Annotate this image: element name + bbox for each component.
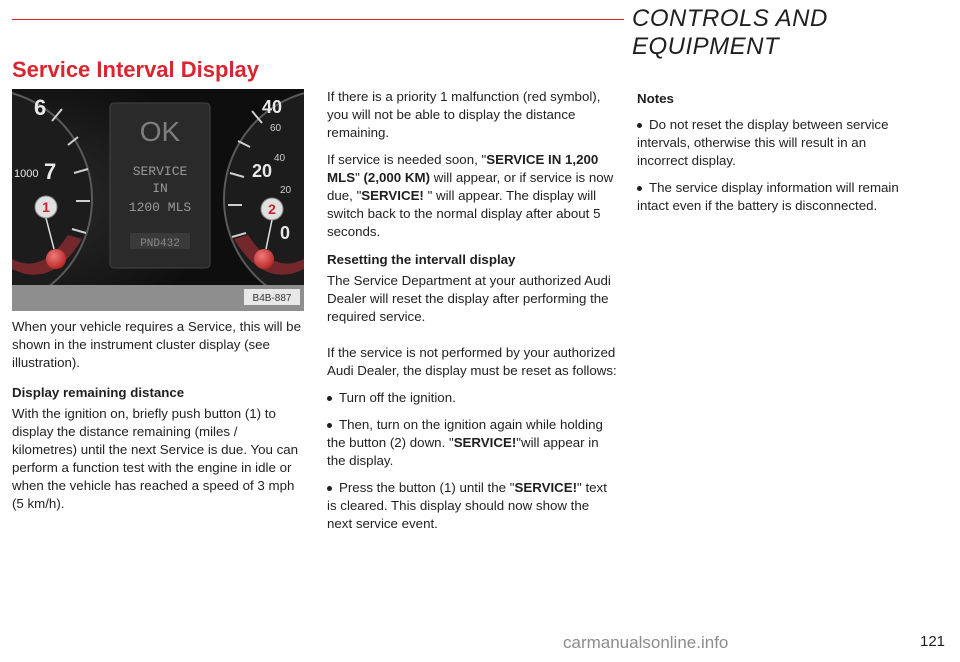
bullet-ignition-on	[327, 416, 617, 470]
instrument-cluster-photo	[12, 89, 304, 311]
subheading-resetting: Resetting the intervall display	[327, 252, 516, 267]
reset-button-2	[254, 249, 274, 269]
gauge-label-20: 20	[252, 161, 273, 181]
gauge-label-40: 40	[262, 97, 283, 117]
text-span-bold: (2,000 KM)	[363, 170, 431, 185]
intro-paragraph: When your vehicle requires a Service, this will be shown in the instrument cluster display (see illustration).	[12, 319, 301, 370]
display-line-1: SERVICE	[132, 164, 188, 179]
gauge-label-60: 60	[270, 123, 282, 134]
note-do-not-reset	[637, 116, 912, 170]
text-span-bold: SERVICE IN 1,200 MLS	[327, 152, 599, 185]
text-span: Turn off the ignition.	[339, 390, 456, 405]
text-span: will appear, or if service is now due, "	[327, 170, 614, 203]
column-3	[637, 90, 912, 215]
column-2	[327, 88, 617, 533]
display-line-4: PND432	[140, 238, 180, 250]
display-ok-text: OK	[139, 116, 181, 147]
section-header: CONTROLS AND EQUIPMENT	[632, 5, 828, 60]
text-span-bold: SERVICE!	[453, 435, 517, 450]
dealer-reset-paragraph: The Service Department at your authorized Audi Dealer will reset the display after performing the required service.	[327, 273, 611, 324]
text-span-bold: SERVICE!	[514, 480, 578, 495]
text-span: The service display information will remain intact even if the battery is disconnected.	[637, 180, 899, 213]
gauge-label-40b: 40	[274, 153, 286, 164]
text-span: Press the button (1) until the "	[339, 480, 515, 495]
header-rule	[12, 19, 624, 20]
column-1	[12, 318, 304, 513]
instrument-cluster-illustration	[12, 89, 304, 311]
bullet-icon	[327, 396, 332, 401]
text-span: If service is needed soon, "	[327, 152, 487, 167]
page-number: 121	[920, 633, 946, 650]
callout-1-label: 1	[42, 199, 50, 215]
bullet-press-button	[327, 479, 617, 533]
tach-label-1000: 1000	[14, 168, 39, 180]
tach-label-6: 6	[34, 95, 47, 120]
text-span: " will appear. The display will switch back to the normal display after about 5 seconds.	[327, 188, 601, 239]
text-span: "will appear in the display.	[327, 435, 599, 468]
watermark: carmanualsonline.info	[563, 633, 729, 652]
bullet-icon	[327, 486, 332, 491]
gauge-label-0: 0	[280, 223, 291, 243]
bullet-icon	[637, 123, 642, 128]
text-span-bold: SERVICE!	[361, 188, 424, 203]
manual-reset-paragraph: If the service is not performed by your authorized Audi Dealer, the display must be reset as follows:	[327, 345, 617, 378]
text-span: Do not reset the display between service intervals, otherwise this will result in an incorrect display.	[637, 117, 889, 168]
bullet-ignition-off	[327, 389, 617, 407]
display-line-3: 1200 MLS	[128, 200, 192, 215]
tach-label-7: 7	[44, 159, 57, 184]
text-span: "	[355, 170, 364, 185]
bullet-icon	[637, 186, 642, 191]
bullet-icon	[327, 423, 332, 428]
page-title: Service Interval Display	[12, 57, 260, 82]
service-due-paragraph	[327, 151, 617, 241]
callout-2-label: 2	[268, 201, 276, 217]
subheading-display-remaining: Display remaining distance	[12, 385, 185, 400]
subheading-notes: Notes	[637, 91, 674, 106]
display-remaining-paragraph: With the ignition on, briefly push button (1) to display the distance remaining (miles / kilometres) until the next Service is due. You can perform a function test with the engine in idle or when the vehicle has reached a speed of 3 mph (5 km/h).	[12, 406, 299, 511]
note-battery	[637, 179, 912, 215]
figure-ref-code: B4B-887	[252, 293, 292, 304]
text-span: Then, turn on the ignition again while holding the button (2) down. "	[327, 417, 603, 450]
priority-malfunction-paragraph: If there is a priority 1 malfunction (red symbol), you will not be able to display the distance remaining.	[327, 89, 601, 140]
gauge-label-20b: 20	[280, 185, 292, 196]
reset-button-1	[46, 249, 66, 269]
display-line-2: IN	[152, 181, 168, 196]
text-span: " text is cleared. This display should now show the next service event.	[327, 480, 607, 531]
